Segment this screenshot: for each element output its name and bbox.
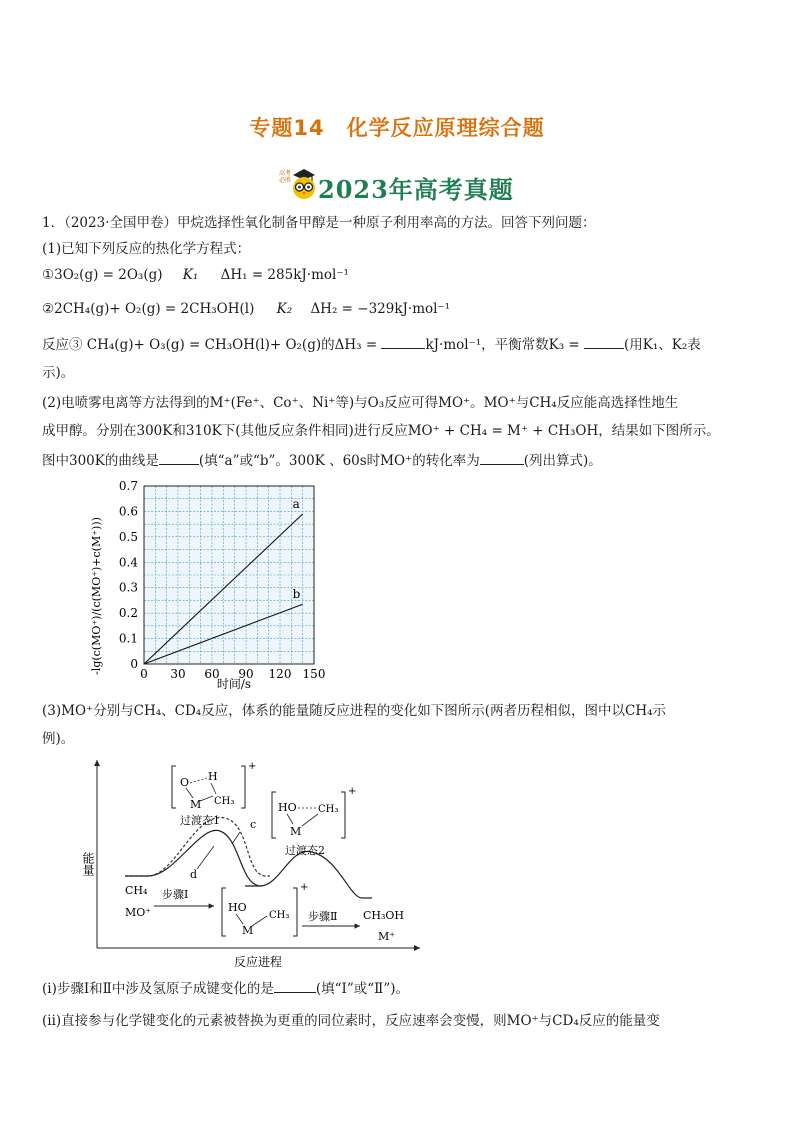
y-tick-label: 0.4: [118, 555, 138, 570]
y-tick-label: 0.5: [118, 529, 138, 544]
part2-text-c3: (列出算式)。: [523, 453, 602, 469]
energy-diagram: [80, 756, 430, 971]
reactant-mo: MO⁺: [125, 906, 152, 919]
conversion-chart: [78, 478, 348, 692]
y-tick-label: 0: [130, 657, 138, 671]
owl-logo-icon: [290, 166, 318, 202]
question-number: 1．: [42, 215, 65, 231]
question-stem-text: 甲烷选择性氧化制备甲醇是一种原子利用率高的方法。回答下列问题：: [177, 215, 596, 231]
y-tick-label: 0.3: [118, 580, 138, 595]
product-m: M⁺: [378, 930, 396, 943]
label-d: d: [190, 868, 198, 881]
ts2-ho: HO: [278, 801, 297, 814]
page-title: 专题14 化学反应原理综合题: [249, 116, 545, 140]
y-tick-label: 0.7: [118, 479, 138, 493]
x-tick-label: 150: [302, 667, 326, 681]
step1-label: 步骤Ⅰ: [162, 888, 189, 901]
question-source: （2023·全国甲卷）: [64, 215, 177, 231]
int-plus: +: [300, 882, 309, 893]
energy-x-label: 反应进程: [233, 955, 283, 969]
sub-question-2: (ⅱ)直接参与化学键变化的元素被替换为更重的同位素时，反应速率会变慢，则MO⁺与CD₄反应的能量变: [42, 1013, 660, 1029]
series-label-a: a: [292, 496, 300, 511]
x-tick-label: 90: [238, 667, 254, 681]
ts1-label: 过渡态1: [180, 814, 220, 827]
part2-text-c1: 图中300K的曲线是: [42, 453, 159, 469]
int-m: M: [242, 924, 254, 937]
ts1-plus: +: [248, 761, 257, 772]
answer-blank-k3[interactable]: [584, 336, 624, 349]
y-tick-label: 0.1: [118, 631, 138, 646]
logo-text: 高考必胜: [279, 170, 292, 184]
eq2-dh: ΔH₂ = −329kJ·mol⁻¹: [310, 301, 451, 317]
series-label-b: b: [292, 587, 301, 602]
eq1-dh: ΔH₁ = 285kJ·mol⁻¹: [220, 267, 349, 283]
chart-y-label: [90, 517, 103, 675]
part2-line-c: [42, 452, 602, 470]
eq3-text-c: (用K₁、K₂表: [624, 337, 701, 353]
ts1-h: H: [208, 770, 218, 783]
int-ho: HO: [228, 901, 247, 914]
x-tick-label: 0: [140, 667, 148, 681]
section-banner: [0, 166, 794, 204]
x-tick-label: 60: [204, 667, 220, 681]
ts1-m: M: [190, 798, 202, 811]
ts1-ch3: CH₃: [214, 796, 235, 807]
eq1-formula: 3O₂(g) = 2O₃(g): [54, 267, 163, 283]
sub-question-1: [42, 980, 409, 998]
eq1-k: K₁: [182, 267, 199, 283]
equation-3: [42, 336, 701, 354]
part3-line-a: (3)MO⁺分别与CH₄、CD₄反应，体系的能量随反应进程的变化如下图所示(两者历程相似，图中以CH₄示: [42, 703, 666, 719]
eq2-k: K₂: [276, 301, 293, 317]
eq2-formula: 2CH₄(g)+ O₂(g) = 2CH₃OH(l): [54, 301, 255, 317]
reactant-ch4: CH₄: [125, 884, 148, 897]
answer-blank-conversion[interactable]: [480, 452, 524, 465]
eq2-number: ②: [42, 301, 55, 317]
ts2-label: 过渡态2: [285, 844, 325, 857]
part2-line-b: 成甲醇。分别在300K和310K下(其他反应条件相同)进行反应MO⁺ + CH₄ = M⁺ + CH₃OH，结果如下图所示。: [42, 423, 720, 439]
x-tick-label: 120: [268, 667, 292, 681]
eq3-text-a: 反应③ CH₄(g)+ O₃(g) = CH₃OH(l)+ O₂(g)的ΔH₃ =: [42, 337, 382, 353]
part2-text-c2: (填“a”或“b”。300K 、60s时MO⁺的转化率为: [198, 453, 480, 469]
equation-1: [42, 266, 349, 284]
product-ch3oh: CH₃OH: [363, 909, 405, 922]
x-tick-label: 30: [170, 667, 186, 681]
banner-title: 2023年高考真题: [318, 175, 514, 204]
answer-blank-curve[interactable]: [159, 452, 199, 465]
sub1-text-b: (填“Ⅰ”或“Ⅱ”)。: [315, 981, 410, 997]
label-c: c: [250, 818, 257, 831]
chart-grid: [144, 486, 314, 664]
int-ch3: CH₃: [269, 910, 290, 921]
part1-intro: (1)已知下列反应的热化学方程式：: [42, 241, 251, 257]
step2-label: 步骤Ⅱ: [308, 910, 338, 923]
sub1-text-a: (ⅰ)步骤Ⅰ和Ⅱ中涉及氢原子成键变化的是: [42, 981, 274, 997]
part3-line-b: 例)。: [42, 731, 75, 747]
question-stem: [42, 214, 596, 232]
energy-y-label: 能量: [81, 852, 95, 876]
answer-blank-dh3[interactable]: [381, 336, 425, 349]
curve-step2: [245, 851, 372, 898]
ts2-plus: +: [348, 786, 357, 797]
ts2-m: M: [290, 825, 302, 838]
ts2-ch3: CH₃: [318, 804, 339, 815]
answer-blank-step[interactable]: [274, 980, 316, 993]
eq3-text-b: kJ·mol⁻¹，平衡常数K₃ =: [425, 337, 584, 353]
part2-line-a: (2)电喷雾电离等方法得到的M⁺(Fe⁺、Co⁺、Ni⁺等)与O₃反应可得MO⁺。MO⁺与CH₄反应能高选择性地生: [42, 395, 679, 411]
y-tick-label: 0.6: [118, 504, 138, 519]
y-tick-label: 0.2: [118, 606, 138, 621]
equation-3-cont: 示)。: [42, 365, 75, 381]
equation-2: [42, 300, 450, 318]
ts1-o: O: [180, 776, 190, 789]
eq1-number: ①: [42, 267, 55, 283]
chart-y-label-text: -lg(c(MO⁺)/(c(MO⁺)+c(M⁺))): [90, 517, 103, 675]
chart-x-label: 时间/s: [216, 677, 252, 691]
